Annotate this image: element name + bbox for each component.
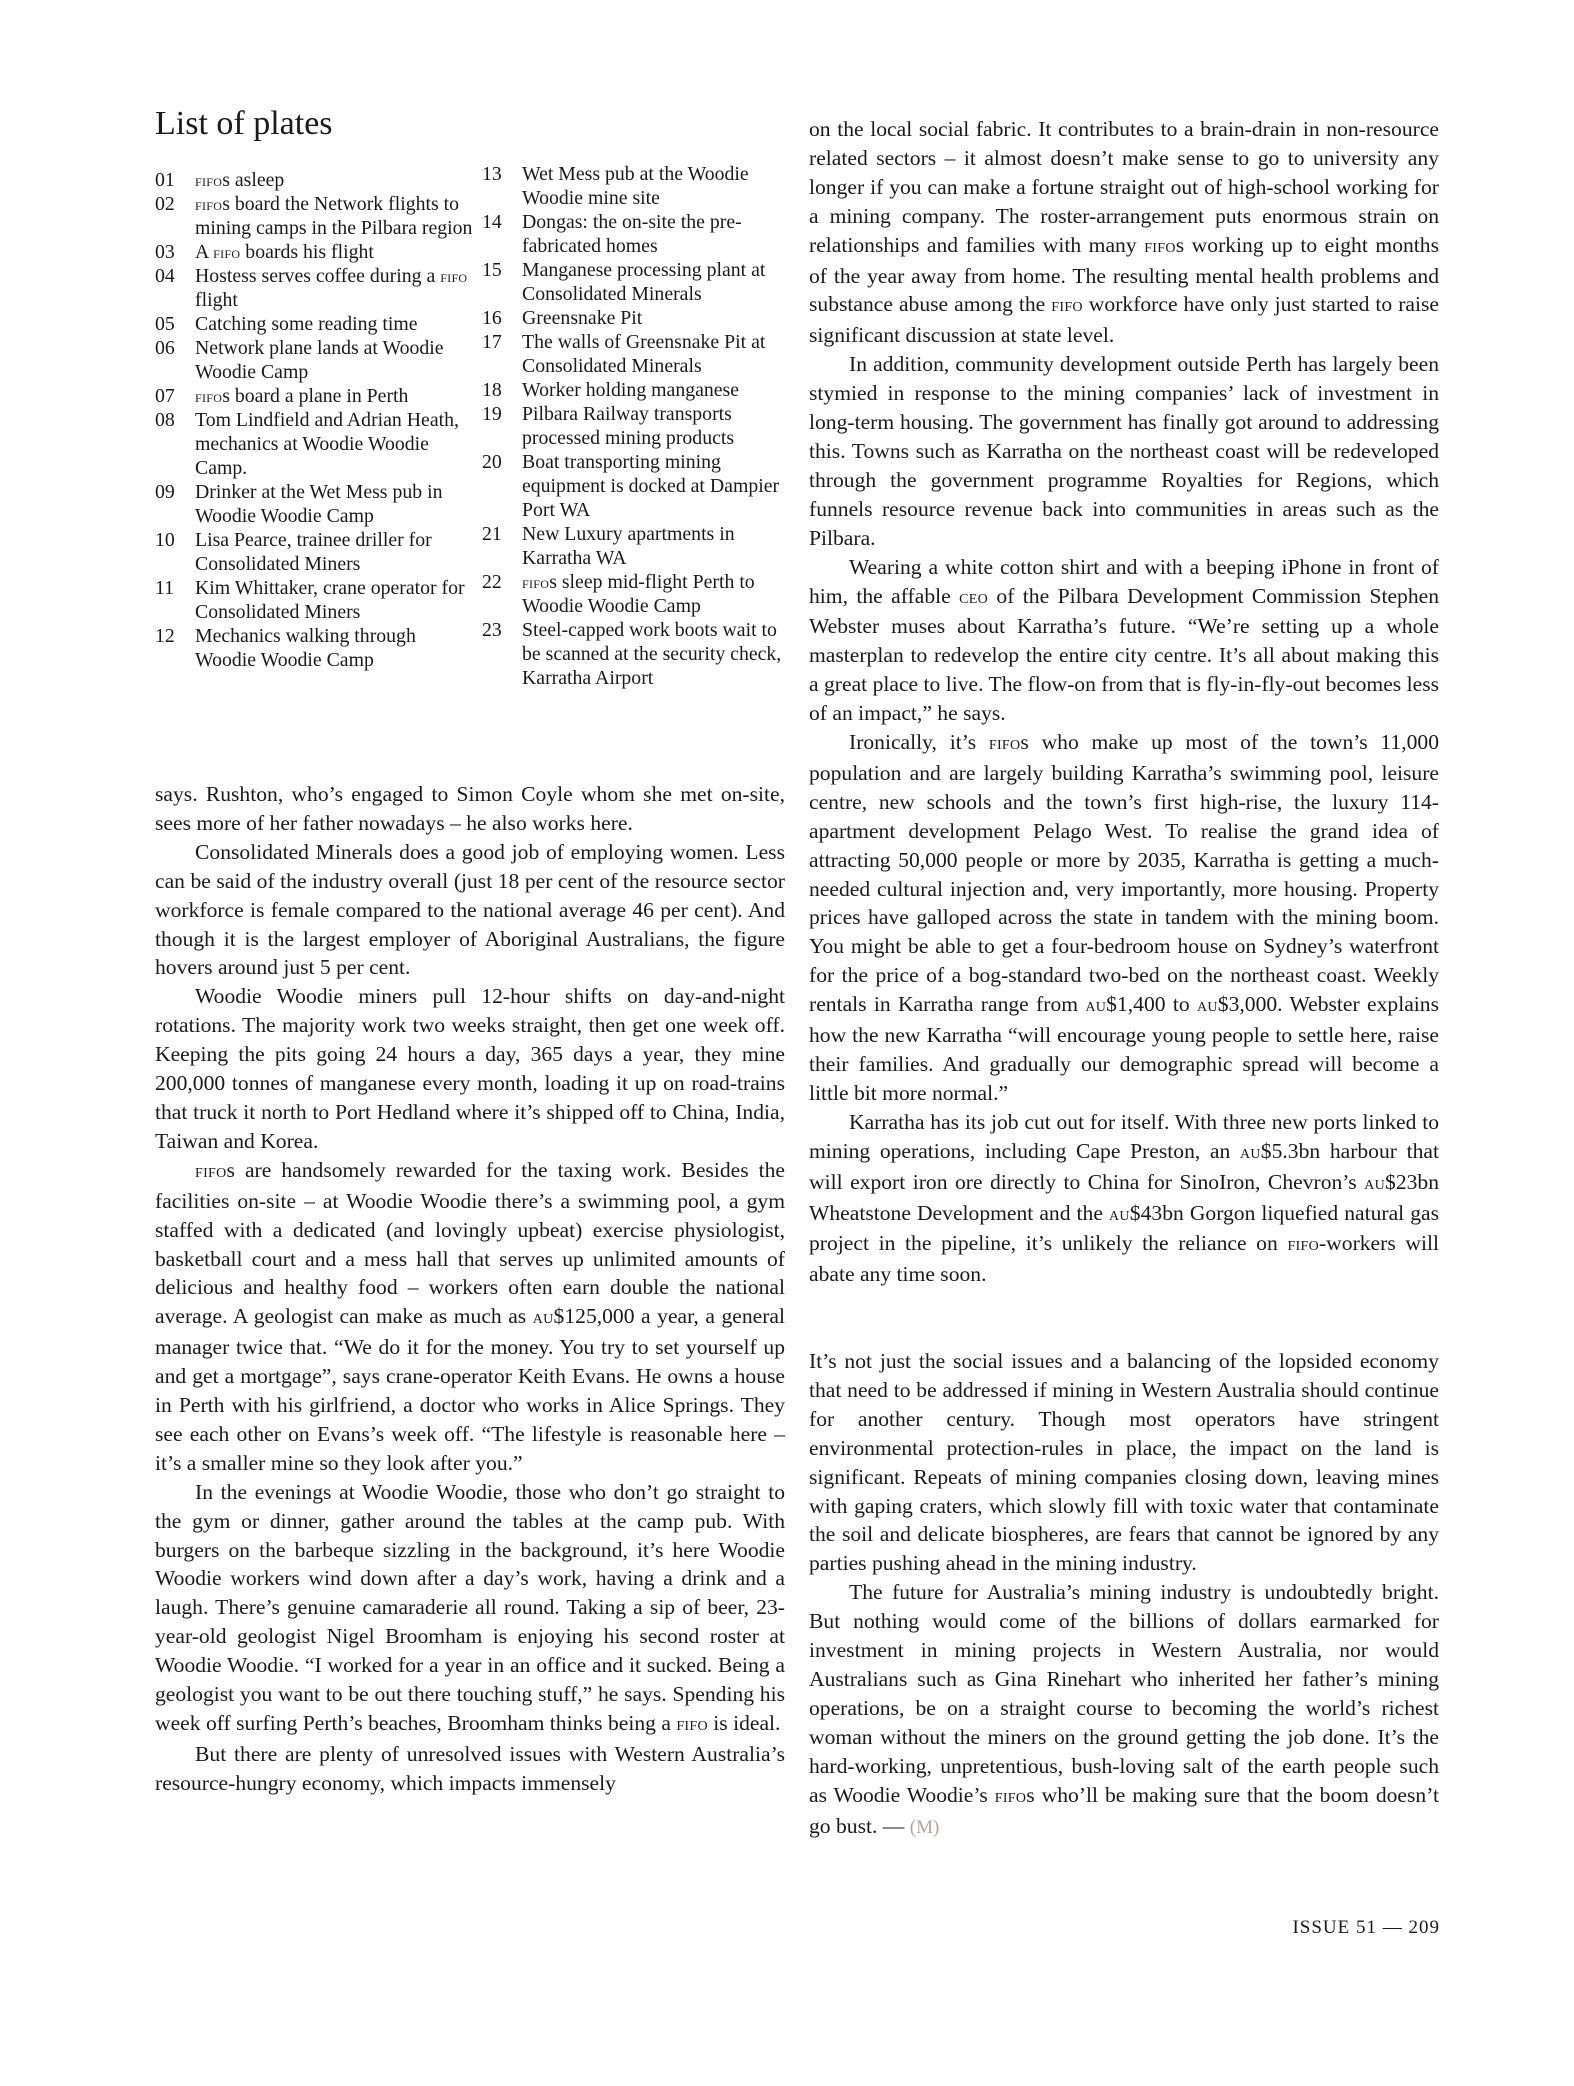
page-folio: ISSUE 51 — 209: [1292, 1917, 1440, 1938]
plate-item: [155, 576, 475, 624]
plate-number: 08: [155, 409, 175, 431]
plate-number: 22: [482, 571, 502, 593]
plate-item: [482, 570, 798, 618]
plate-caption: Hostess serves coffee during a fifo flight: [195, 265, 468, 311]
plate-item: [482, 258, 798, 306]
plate-item: [155, 408, 475, 480]
article-paragraph: Woodie Woodie miners pull 12-hour shifts on day-and-night rotations. The majority work two weeks straight, then get one week off. Keeping the pits going 24 hours a day, 365 days a year, they mine 200,000 tonnes of manganese every month, loading it up on road-trains that truck it north to Port Hedland where it’s shipped off to China, India, Taiwan and Korea.: [155, 984, 785, 1153]
article-paragraph: Karratha has its job cut out for itself. With three new ports linked to mining operations, including Cape Preston, an au$5.3bn harbour that will export iron ore directly to China for SinoIron, Chevron’s au$23bn Wheatstone Development and the au$43bn Gorgon liquefied natural gas project in the pipeline, it’s unlikely the reliance on fifo-workers will abate any time soon.: [809, 1109, 1440, 1287]
plate-caption: fifos sleep mid-flight Perth to Woodie Woodie Camp: [522, 571, 755, 617]
article-paragraph: In the evenings at Woodie Woodie, those who don’t go straight to the gym or dinner, gather around the tables at the camp pub. With burgers on the barbeque sizzling in the background, it’s here Woodie Woodie workers wind down after a day’s work, having a drink and a laugh. There’s genuine camaraderie all round. Taking a sip of beer, 23-year-old geologist Nigel Broomham is enjoying his second roster at Woodie Woodie. “I worked for a year in an office and it sucked. Being a geologist you want to be out there touching stuff,” he says. Spending his week off surfing Perth’s beaches, Broomham thinks being a fifo is ideal.: [155, 1479, 785, 1735]
plate-number: 09: [155, 481, 175, 503]
plate-item: [482, 402, 798, 450]
end-mark: (M): [909, 1816, 940, 1838]
plate-item: [155, 192, 475, 240]
article-paragraph: on the local social fabric. It contributes to a brain-drain in non-resource related sectors – it almost doesn’t make sense to go to university any longer if you can make a fortune straight out of high-school working for a mining company. The roster-arrangement puts enormous strain on relationships and families with many fifos working up to eight months of the year away from home. The resulting mental health problems and substance abuse among the fifo workforce have only just started to raise significant discussion at state level.: [809, 117, 1439, 348]
plate-number: 06: [155, 337, 175, 359]
plate-item: [482, 306, 798, 330]
plates-list-left: [155, 168, 475, 672]
plate-item: [482, 450, 798, 522]
plate-caption: The walls of Greensnake Pit at Consolidated Minerals: [522, 331, 766, 377]
article-paragraph: Consolidated Minerals does a good job of employing women. Less can be said of the industry overall (just 18 per cent of the resource sector workforce is female compared to the national average 46 per cent). And though it is the largest employer of Aboriginal Australians, the figure hovers around just 5 per cent.: [155, 839, 785, 980]
plate-number: 23: [482, 619, 502, 641]
plates-heading: List of plates: [155, 105, 333, 142]
plate-caption: Boat transporting mining equipment is docked at Dampier Port WA: [522, 451, 780, 521]
plate-number: 03: [155, 241, 175, 263]
article-paragraph: It’s not just the social issues and a balancing of the lopsided economy that need to be addressed if mining in Western Australia should continue for another century. Though most operators have stringent environmental protection-rules in place, the impact on the land is significant. Repeats of mining companies closing down, leaving mines with gaping craters, which slowly fill with toxic water that contaminate the soil and delicate biospheres, are fears that cannot be ignored by any parties pushing ahead in the mining industry.: [809, 1349, 1439, 1576]
plate-caption: fifos asleep: [195, 169, 285, 191]
plate-number: 10: [155, 529, 175, 551]
plate-caption: Dongas: the on-site the pre-fabricated homes: [522, 211, 742, 257]
plate-number: 13: [482, 163, 502, 185]
plate-number: 04: [155, 265, 175, 287]
plate-caption: Lisa Pearce, trainee driller for Consolidated Miners: [195, 529, 432, 575]
plate-number: 02: [155, 193, 175, 215]
plate-caption: Drinker at the Wet Mess pub in Woodie Woodie Camp: [195, 481, 443, 527]
article-column-left: [155, 780, 785, 1798]
plate-item: [155, 240, 475, 264]
plate-item: [155, 624, 475, 672]
plate-item: [155, 528, 475, 576]
plate-caption: Catching some reading time: [195, 313, 418, 335]
plate-number: 16: [482, 307, 502, 329]
plate-item: [155, 480, 475, 528]
article-paragraph: But there are plenty of unresolved issues with Western Australia’s resource-hungry economy, which impacts immensely: [155, 1741, 785, 1795]
plate-item: [482, 522, 798, 570]
plate-number: 11: [155, 577, 175, 599]
plate-number: 01: [155, 169, 175, 191]
plate-item: [155, 384, 475, 408]
plate-caption: fifos board the Network flights to mining camps in the Pilbara region: [195, 193, 473, 239]
plate-caption: Wet Mess pub at the Woodie Woodie mine site: [522, 163, 749, 209]
plate-caption: A fifo boards his flight: [195, 241, 374, 263]
plate-caption: Worker holding manganese: [522, 379, 740, 401]
article-paragraph: Wearing a white cotton shirt and with a beeping iPhone in front of him, the affable ceo of the Pilbara Development Commission Stephen Webster muses about Karratha’s future. “We’re setting up a whole masterplan to redevelop the entire city centre. It’s all about making this a great place to live. The flow-on from that is fly-in-fly-out becomes less of an impact,” he says.: [809, 554, 1440, 726]
plate-item: [482, 330, 798, 378]
plate-item: [155, 312, 475, 336]
plate-caption: Steel-capped work boots wait to be scanned at the security check, Karratha Airport: [522, 619, 782, 689]
plate-item: [155, 336, 475, 384]
plate-number: 07: [155, 385, 175, 407]
plate-number: 05: [155, 313, 175, 335]
article-paragraph: says. Rushton, who’s engaged to Simon Coyle whom she met on-site, sees more of her father nowadays – he also works here.: [155, 782, 785, 835]
plate-item: [482, 162, 798, 210]
article-final-text: The future for Australia’s mining industry is undoubtedly bright. But nothing would come of the billions of dollars earmarked for investment in mining projects in Western Australia, nor would Australians such as Gina Rinehart who inherited her father’s mining operations, be on a straight course to becoming the world’s richest woman without the miners on the ground getting the job done. It’s the hard-working, unpretentious, bush-loving salt of the earth people such as Woodie Woodie’s fifos who’ll be making sure that the boom doesn’t go bust. —: [809, 1580, 1439, 1838]
article-paragraph-final: [809, 1578, 1439, 1842]
plate-item: [482, 210, 798, 258]
article-column-right: [809, 115, 1439, 1842]
plate-number: 19: [482, 403, 502, 425]
article-paragraph: In addition, community development outside Perth has largely been stymied in response to the mining companies’ lack of investment in long-term housing. The government has finally got around to addressing this. Towns such as Karratha on the northeast coast will be redeveloped through the government programme Royalties for Regions, which funnels resource revenue back into communities in areas such as the Pilbara.: [809, 352, 1439, 550]
plate-caption: Kim Whittaker, crane operator for Consolidated Miners: [195, 577, 465, 623]
plate-item: [155, 264, 475, 312]
plate-item: [482, 618, 798, 690]
plate-caption: Network plane lands at Woodie Woodie Camp: [195, 337, 444, 383]
plate-caption: Mechanics walking through Woodie Woodie Camp: [195, 625, 416, 671]
plate-caption: fifos board a plane in Perth: [195, 385, 409, 407]
article-paragraph: fifos are handsomely rewarded for the taxing work. Besides the facilities on-site – at Woodie Woodie there’s a swimming pool, a gym staffed with a dedicated (and lovingly upbeat) exercise physiologist, basketball court and a mess hall that serves up unlimited amounts of delicious and healthy food – workers often earn double the national average. A geologist can make as much as au$125,000 a year, a general manager twice that. “We do it for the money. You try to set yourself up and get a mortgage”, says crane-operator Keith Evans. He owns a house in Perth with his girlfriend, a doctor who works in Alice Springs. They see each other on Evans’s week off. “The lifestyle is reasonable here – it’s a smaller mine so they look after you.”: [155, 1157, 785, 1475]
plate-item: [482, 378, 798, 402]
plate-number: 18: [482, 379, 502, 401]
plate-caption: New Luxury apartments in Karratha WA: [522, 523, 735, 569]
plate-item: [155, 168, 475, 192]
plate-caption: Pilbara Railway transports processed mining products: [522, 403, 735, 449]
plate-number: 12: [155, 625, 175, 647]
plate-number: 14: [482, 211, 502, 233]
article-paragraph: Ironically, it’s fifos who make up most of the town’s 11,000 population and are largely building Karratha’s swimming pool, leisure centre, new schools and the town’s first high-rise, the luxury 114-apartment development Pelago West. To realise the grand idea of attracting 50,000 people or more by 2035, Karratha is getting a much-needed cultural injection and, very importantly, more housing. Property prices have galloped across the state in tandem with the mining boom. You might be able to get a four-bedroom house on Sydney’s waterfront for the price of a bog-standard two-bed on the northeast coast. Weekly rentals in Karratha range from au$1,400 to au$3,000. Webster explains how the new Karratha “will encourage young people to settle here, raise their families. And gradually our demographic spread will become a little bit more normal.”: [809, 730, 1440, 1105]
plate-caption: Manganese processing plant at Consolidated Minerals: [522, 259, 766, 305]
plate-number: 21: [482, 523, 502, 545]
plate-number: 15: [482, 259, 502, 281]
plates-list-right: [482, 162, 798, 690]
plate-caption: Greensnake Pit: [522, 307, 643, 329]
plate-caption: Tom Lindfield and Adrian Heath, mechanics at Woodie Woodie Camp.: [195, 409, 459, 479]
plate-number: 17: [482, 331, 502, 353]
plate-number: 20: [482, 451, 502, 473]
